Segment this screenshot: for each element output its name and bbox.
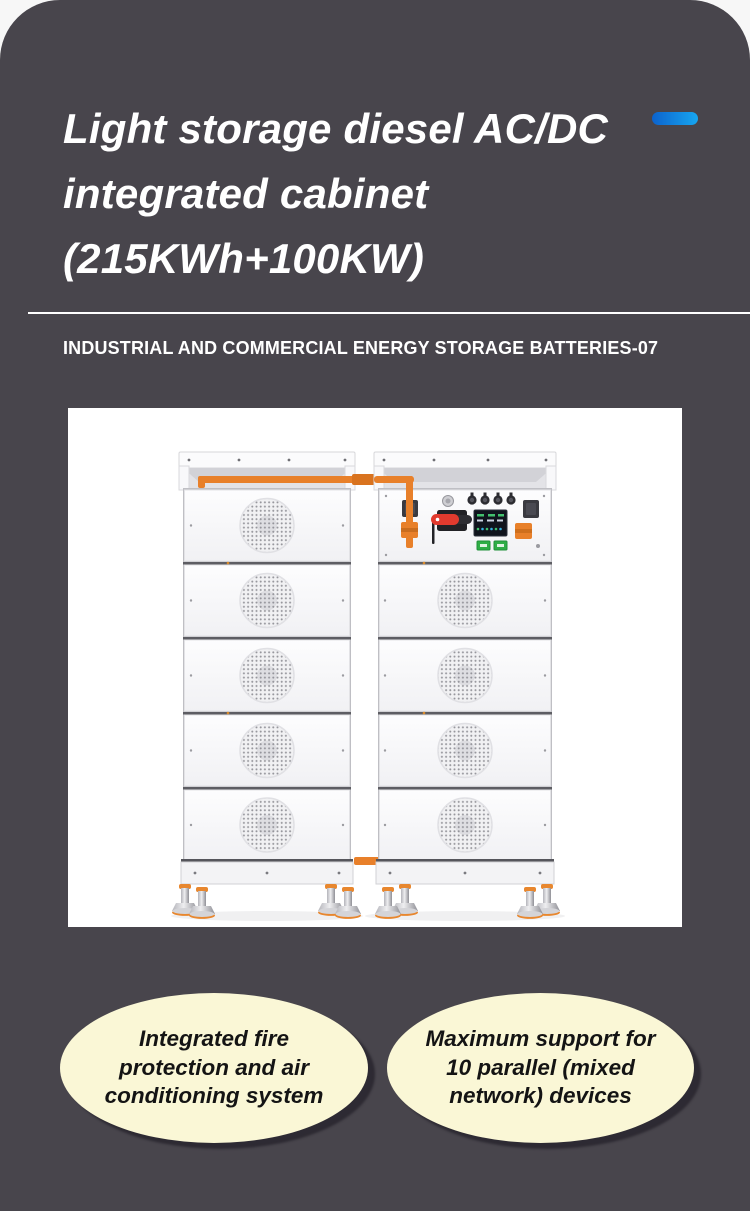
fan-grille-icon <box>438 574 492 628</box>
cabinet-right <box>374 452 560 919</box>
title-line-1: Light storage diesel AC/DC <box>63 105 609 152</box>
cabinet-left <box>172 452 361 919</box>
fan-grille-icon <box>240 574 294 628</box>
product-title <box>63 96 663 291</box>
leveling-foot <box>517 887 543 919</box>
battery-cabinet-illustration <box>68 408 682 927</box>
leveling-foot <box>335 887 361 919</box>
feature-badge-text: Maximum support for 10 parallel (mixed network) devices <box>425 1025 656 1109</box>
feature-badge-fire-protection <box>60 993 368 1143</box>
divider-line <box>28 312 750 314</box>
rotary-switch <box>431 510 472 531</box>
fan-grille-icon <box>240 499 294 553</box>
fan-grille-icon <box>240 724 294 778</box>
fan-grille-icon <box>438 798 492 852</box>
display-screen <box>474 510 507 536</box>
category-subtitle: INDUSTRIAL AND COMMERCIAL ENERGY STORAGE BATTERIES-07 <box>63 337 659 358</box>
fan-grille-icon <box>240 798 294 852</box>
feature-badge-text: Integrated fire protection and air conditioning system <box>104 1025 324 1109</box>
leveling-foot <box>189 887 215 919</box>
fan-grille-icon <box>438 724 492 778</box>
title-line-3: (215KWh+100KW) <box>63 235 425 282</box>
product-image-card <box>68 408 682 927</box>
feature-badge-parallel-support <box>387 993 694 1143</box>
fan-grille-icon <box>240 649 294 703</box>
fan-grille-icon <box>438 649 492 703</box>
leveling-foot <box>375 887 401 919</box>
title-line-2: integrated cabinet <box>63 170 429 217</box>
accent-dash-icon <box>652 112 698 125</box>
cable-bridge-top <box>352 474 377 485</box>
